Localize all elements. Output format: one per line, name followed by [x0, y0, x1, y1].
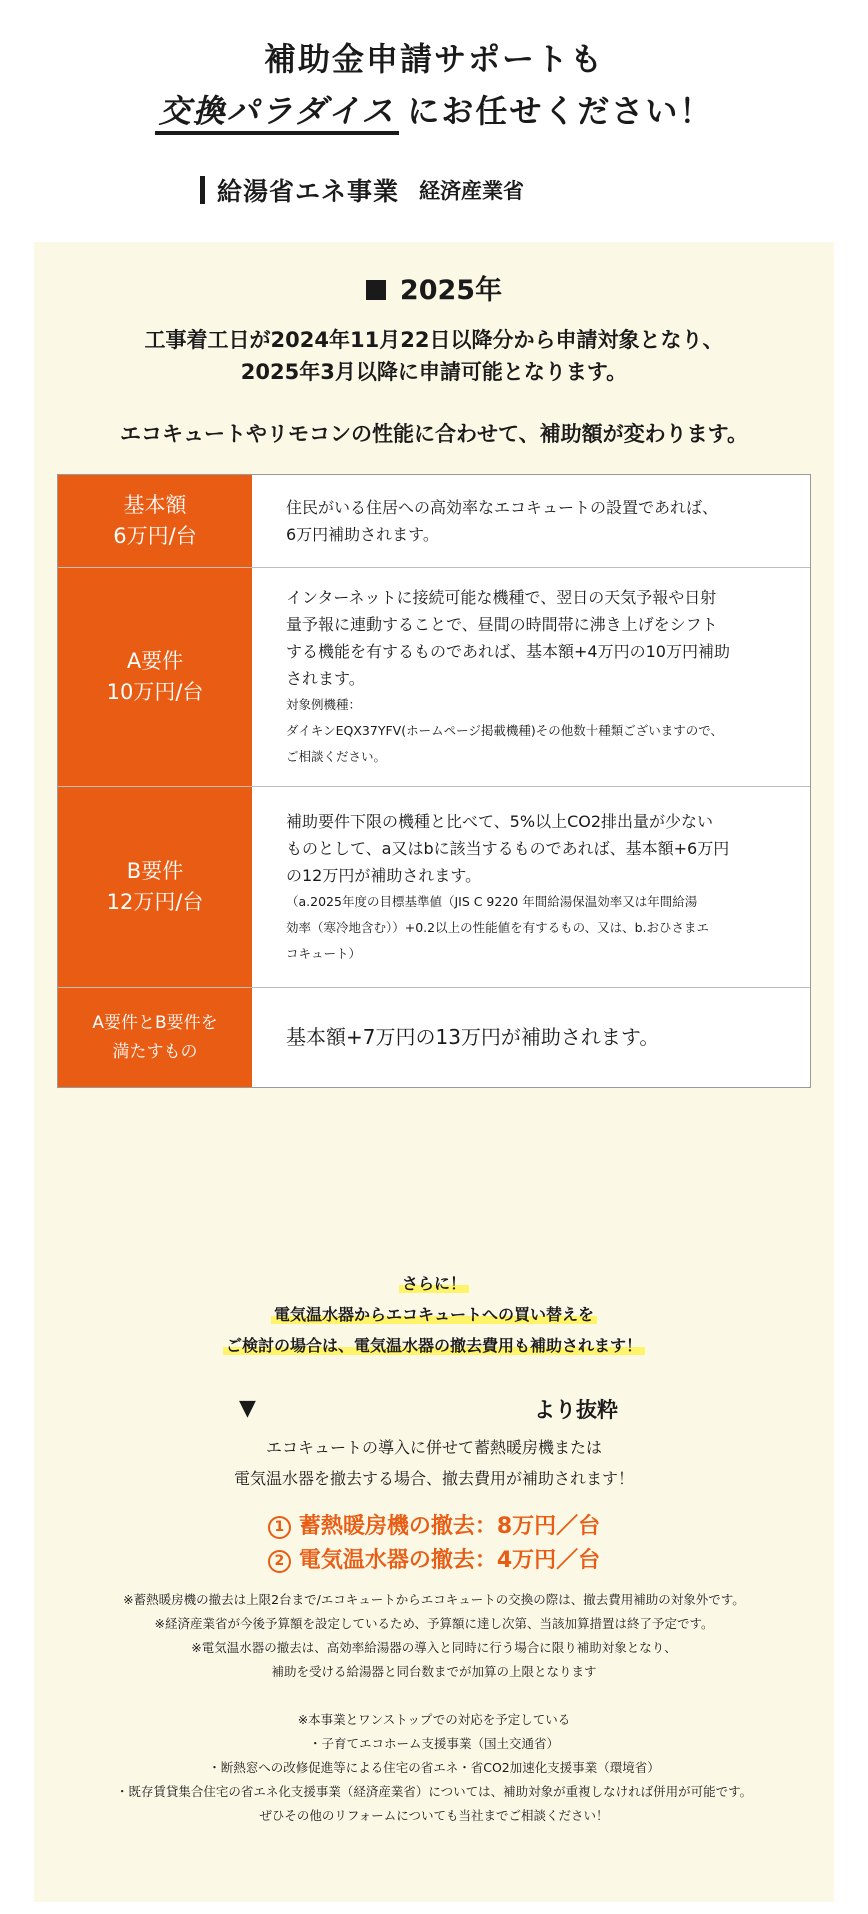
amount-item — [34, 1510, 834, 1544]
lead-text-2: エコキュートやリモコンの性能に合わせて、補助額が変わります。 — [120, 422, 748, 446]
circled-number-icon: 2 — [268, 1550, 291, 1573]
row-label — [58, 475, 252, 567]
callout-line: ご検討の場合は、電気温水器の撤去費用も補助されます！ — [223, 1336, 645, 1355]
row-description — [252, 568, 810, 786]
hero-title-line1: 補助金申請サポートも — [263, 40, 604, 78]
section-bar — [200, 176, 205, 204]
row-text-line: 補助要件下限の機種と比べて、5%以上CO2排出量が少ない — [286, 811, 714, 831]
row-text-line: する機能を有するものであれば、基本額+4万円の10万円補助 — [286, 642, 730, 661]
row-text-line: 住民がいる住居への高効率なエコキュートの設置であれば、 — [286, 498, 719, 517]
row-label-line: 12万円/台 — [106, 890, 204, 914]
callout-line: さらに！ — [399, 1274, 469, 1293]
row-text-line: インターネットに接続可能な機種で、翌日の天気予報や日射 — [286, 588, 717, 607]
row-label-line: 満たすもの — [112, 1041, 198, 1062]
subsidy-panel — [34, 242, 834, 1902]
lead-text — [34, 324, 834, 388]
footnote-line: ・既存賃貸集合住宅の省エネ化支援事業（経済産業省）については、補助対象が重複しなければ併用が可能です。 — [115, 1784, 753, 1799]
row-note-line: 対象例機種： — [286, 697, 362, 712]
table-row — [58, 567, 810, 786]
lead-line: 2025年3月以降に申請可能となります。 — [240, 360, 628, 384]
row-text-line: の12万円が補助されます。 — [286, 865, 482, 885]
desc-line: 電気温水器を撤去する場合、撤去費用が補助されます！ — [233, 1469, 634, 1488]
excerpt-label: より抜粋 — [534, 1398, 618, 1422]
one-stop-notes — [34, 1708, 834, 1828]
row-note-line: ご相談ください。 — [286, 749, 387, 764]
footnote-line: ※電気温水器の撤去は、高効率給湯器の導入と同時に行う場合に限り補助対象となり、 — [191, 1640, 677, 1655]
row-label-line: 10万円/台 — [106, 680, 204, 704]
row-label-line: A要件とB要件を — [92, 1012, 218, 1033]
subsidy-table — [57, 474, 811, 1088]
desc-line: エコキュートの導入に併せて蓄熱暖房機または — [265, 1438, 602, 1457]
year-heading — [34, 268, 834, 307]
section-title: 給湯省エネ事業 — [217, 177, 400, 206]
year-label: 2025年 — [399, 275, 503, 306]
amount-text: 蓄熱暖房機の撤去：8万円／台 — [298, 1514, 601, 1539]
row-description — [252, 787, 810, 987]
removal-description — [34, 1432, 834, 1494]
square-bullet-icon — [366, 280, 386, 300]
row-label — [58, 568, 252, 786]
row-label-line: B要件 — [126, 859, 184, 883]
amount-item — [34, 1544, 834, 1578]
hero-title-line2 — [0, 86, 868, 135]
circled-number-icon: 1 — [268, 1516, 291, 1539]
row-text-line: ものとして、a又はbに該当するものであれば、基本額+6万円 — [286, 838, 730, 858]
footnote-line: ぜひその他のリフォームについても当社までご相談ください！ — [259, 1808, 609, 1823]
brand-name: 交換パラダイス — [155, 94, 400, 135]
row-note-line: （a.2025年度の目標基準値（JIS C 9220 年間給湯保温効率又は年間給湯 — [286, 893, 698, 909]
row-label-line: 6万円/台 — [113, 524, 197, 548]
footnote-line: ・断熱窓への改修促進等による住宅の省エネ・省CO2加速化支援事業（環境省） — [208, 1760, 660, 1775]
row-text-line: されます。 — [286, 669, 365, 688]
triangle-down-icon: ▼ — [239, 1396, 256, 1421]
row-description — [252, 475, 810, 567]
additional-subsidy-callout — [34, 1268, 834, 1361]
row-label — [58, 988, 252, 1087]
footnote-line: ・子育てエコホーム支援事業（国土交通省） — [308, 1736, 559, 1751]
callout-line: 電気温水器からエコキュートへの買い替えを — [271, 1305, 597, 1324]
removal-amounts — [34, 1510, 834, 1578]
footnote-line: 補助を受ける給湯器と同台数までが加算の上限となります — [271, 1664, 597, 1679]
table-row — [58, 475, 810, 567]
section-ministry: 経済産業省 — [419, 179, 525, 203]
row-text-line: 6万円補助されます。 — [286, 525, 439, 544]
hero-header — [0, 0, 868, 236]
row-text-line: 量予報に連動することで、昼間の時間帯に沸き上げをシフト — [286, 615, 718, 634]
row-label-line: 基本額 — [123, 493, 187, 517]
row-label — [58, 787, 252, 987]
row-label-line: A要件 — [126, 649, 184, 673]
row-note-line: コキュート） — [286, 945, 362, 961]
hero-title-rest: にお任せください！ — [407, 92, 714, 130]
row-note-line: 効率（寒冷地含む））+0.2以上の性能値を有するもの、又は、b.おひさまエ — [286, 919, 710, 935]
row-description — [252, 988, 810, 1087]
footnote-line: ※経済産業省が今後予算額を設定しているため、予算額に達し次第、当該加算措置は終了予定です。 — [154, 1616, 714, 1631]
footnote-line: ※蓄熱暖房機の撤去は上限2台まで/エコキュートからエコキュートの交換の際は、撤去費用補助の対象外です。 — [123, 1592, 745, 1607]
footnotes — [34, 1588, 834, 1684]
table-row — [58, 987, 810, 1087]
lead-line: 工事着工日が2024年11月22日以降分から申請対象となり、 — [144, 328, 724, 352]
amount-text: 電気温水器の撤去：4万円／台 — [298, 1548, 601, 1573]
section-heading — [200, 170, 524, 210]
row-text-line: 基本額+7万円の13万円が補助されます。 — [286, 1025, 660, 1049]
footnote-line: ※本事業とワンストップでの対応を予定している — [297, 1712, 571, 1727]
table-row — [58, 786, 810, 987]
row-note-line: ダイキンEQX37YFV(ホームページ掲載機種)その他数十種類ございますので、 — [286, 723, 723, 738]
